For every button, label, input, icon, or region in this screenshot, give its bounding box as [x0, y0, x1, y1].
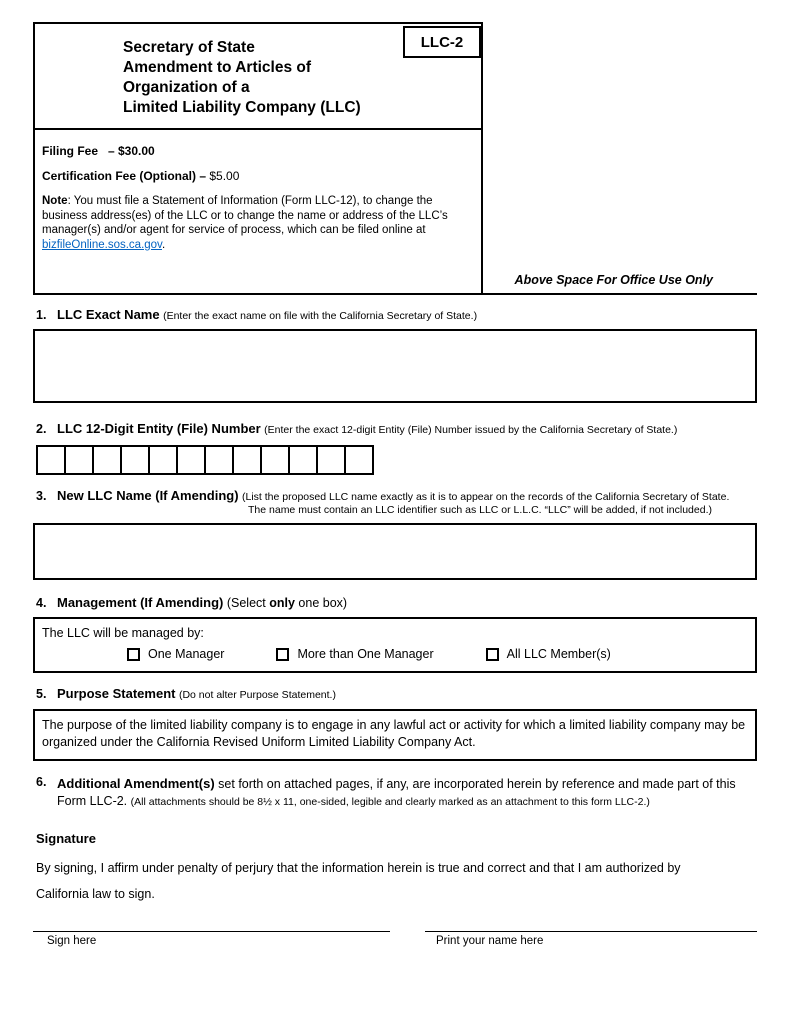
signature-affirmation [36, 855, 757, 907]
entity-digit-cell[interactable] [316, 445, 346, 475]
entity-digit-cell[interactable] [204, 445, 234, 475]
entity-digit-cell[interactable] [64, 445, 94, 475]
entity-number-cells [36, 445, 757, 475]
section6-text [36, 775, 757, 811]
filing-fee-line [42, 144, 481, 158]
entity-digit-cell[interactable] [176, 445, 206, 475]
section6-main-text: set forth on attached pages, if any, are incorporated herein by reference and made part of this Form LLC-2. [57, 777, 736, 808]
section-hint: (Enter the exact name on file with the California Secretary of State.) [163, 310, 478, 322]
management-option [127, 647, 224, 661]
signature-affirmation-line2: California law to sign. [36, 887, 155, 901]
entity-digit-cell[interactable] [288, 445, 318, 475]
entity-digit-cell[interactable] [260, 445, 290, 475]
form-title-area [35, 24, 481, 130]
form-title-line: Amendment to Articles of [123, 59, 312, 76]
entity-digit-cell[interactable] [232, 445, 262, 475]
section3-heading [36, 488, 757, 516]
section-number: 1. [36, 308, 47, 322]
signature-field[interactable] [33, 931, 390, 947]
managed-by-label: The LLC will be managed by: [42, 626, 204, 640]
office-use-label: Above Space For Office Use Only [514, 273, 713, 287]
section-number: 4. [36, 596, 47, 610]
note-label: Note [42, 195, 68, 207]
section-title: Purpose Statement [57, 686, 176, 701]
management-option-label: More than One Manager [297, 647, 434, 661]
new-llc-name-input[interactable] [33, 523, 757, 580]
form-title-line: Organization of a [123, 79, 250, 96]
section-hint: (List the proposed LLC name exactly as it is to appear on the records of the California Secretary of State. [242, 491, 730, 503]
office-use-area [483, 22, 757, 295]
form-title-line: Limited Liability Company (LLC) [123, 99, 361, 116]
section-title: LLC 12-Digit Entity (File) Number [57, 421, 261, 436]
form-header-box [33, 22, 483, 295]
section-hint: (Enter the exact 12-digit Entity (File) Number issued by the California Secretary of State.) [264, 424, 678, 436]
management-option-label: One Manager [148, 647, 225, 661]
signature-heading: Signature [36, 831, 96, 846]
signature-lines [33, 931, 757, 947]
section-hint: (Select only one box) [226, 596, 348, 610]
certification-fee-line [42, 169, 481, 183]
purpose-statement-box [33, 709, 757, 761]
purpose-statement-text: The purpose of the limited liability company is to engage in any lawful act or activity for which a limited liability company may be organized under the California Revised Uniform Limited Liability Company Act. [42, 718, 746, 749]
note-text: : You must file a Statement of Information (Form LLC-12), to change the business address(es) of the LLC or to change the name or address of the LLC’s manager(s) and/or agent for service of process, which can be filed online at [42, 195, 448, 236]
section-title: Management (If Amending) [57, 595, 224, 610]
print-name-label: Print your name here [436, 935, 544, 947]
entity-digit-cell[interactable] [36, 445, 66, 475]
checkbox-icon[interactable] [127, 648, 140, 661]
fees-note-area [35, 130, 481, 252]
filing-fee-value: – $30.00 [108, 144, 155, 158]
section-title: Additional Amendment(s) [57, 776, 215, 791]
bizfile-link[interactable]: bizfileOnline.sos.ca.gov [42, 238, 162, 251]
section-hint-line2: The name must contain an LLC identifier such as LLC or L.L.C. “LLC” will be added, if not included.) [248, 504, 712, 516]
form-header [33, 22, 757, 295]
entity-digit-cell[interactable] [344, 445, 374, 475]
section1-heading [36, 307, 757, 322]
section-number: 5. [36, 687, 47, 701]
llc-exact-name-input[interactable] [33, 329, 757, 403]
filing-note [42, 194, 477, 252]
checkbox-icon[interactable] [486, 648, 499, 661]
certification-fee-value: $5.00 [209, 169, 240, 183]
section5-heading [36, 686, 757, 701]
note-period: . [161, 238, 166, 251]
section-number: 2. [36, 422, 47, 436]
certification-fee-label: Certification Fee (Optional) – [42, 169, 207, 183]
section2-heading [36, 421, 757, 436]
management-option-label: All LLC Member(s) [506, 647, 611, 661]
print-name-field[interactable] [425, 931, 757, 947]
management-options [42, 647, 755, 661]
sign-here-label: Sign here [47, 935, 97, 947]
section-hint: (All attachments should be 8½ x 11, one-sided, legible and clearly marked as an attachment to this form LLC-2.) [130, 796, 650, 808]
entity-digit-cell[interactable] [120, 445, 150, 475]
management-option [276, 647, 433, 661]
section-number: 6. [36, 775, 47, 789]
section4-heading [36, 595, 757, 610]
checkbox-icon[interactable] [276, 648, 289, 661]
entity-digit-cell[interactable] [148, 445, 178, 475]
signature-affirmation-line1: By signing, I affirm under penalty of perjury that the information herein is true and correct and that I am authorized by [36, 861, 681, 875]
section-number: 3. [36, 489, 47, 503]
entity-digit-cell[interactable] [92, 445, 122, 475]
form-code-box: LLC-2 [403, 26, 481, 58]
management-option [486, 647, 611, 661]
section-title: LLC Exact Name [57, 307, 160, 322]
form-title-line: Secretary of State [123, 39, 255, 56]
section-hint: (Do not alter Purpose Statement.) [178, 689, 336, 701]
section6-body [57, 775, 757, 811]
section-title: New LLC Name (If Amending) [57, 488, 239, 503]
filing-fee-label: Filing Fee [42, 144, 99, 158]
management-box [33, 617, 757, 673]
